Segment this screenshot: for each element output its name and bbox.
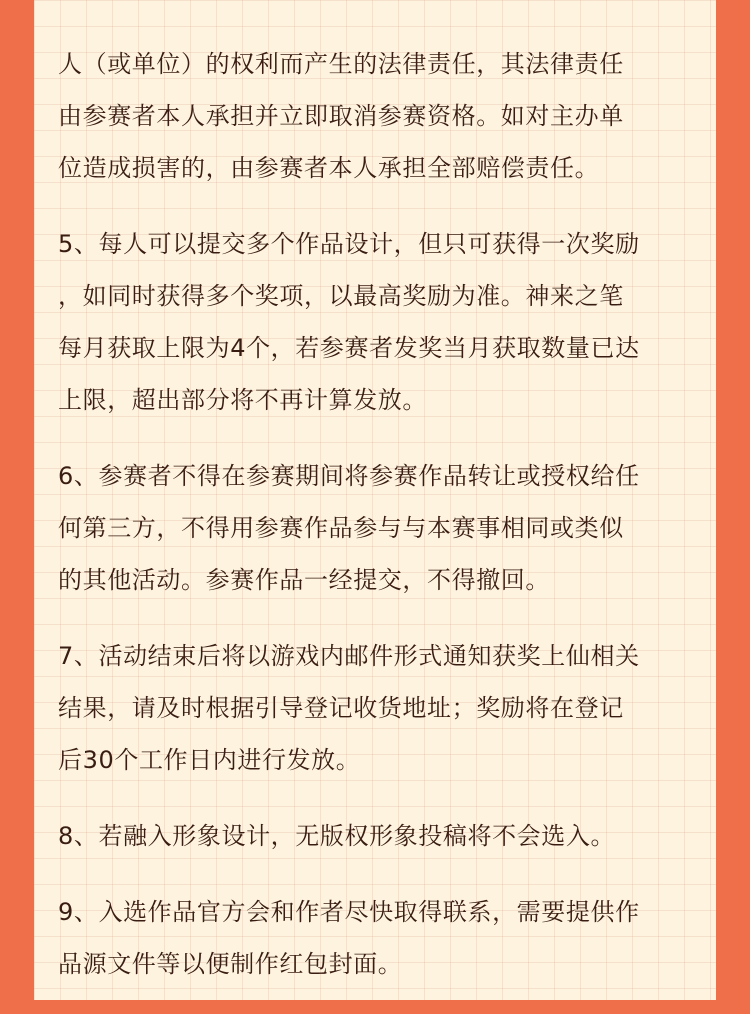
text-line: 8、若融入形象设计，无版权形象投稿将不会选入。	[58, 822, 616, 850]
rule-paragraph-7	[58, 630, 698, 786]
rule-paragraph-continued	[58, 38, 698, 194]
text-line: 的其他活动。参赛作品一经提交，不得撤回。	[58, 566, 550, 594]
text-line: 5、每人可以提交多个作品设计，但只可获得一次奖励	[58, 230, 640, 258]
rule-paragraph-6	[58, 450, 698, 606]
text-line: ，如同时获得多个奖项，以最高奖励为准。神来之笔	[58, 282, 624, 310]
text-line: 品源文件等以便制作红包封面。	[58, 950, 403, 978]
text-line: 由参赛者本人承担并立即取消参赛资格。如对主办单	[58, 102, 624, 130]
text-line: 位造成损害的，由参赛者本人承担全部赔偿责任。	[58, 154, 600, 182]
text-line: 9、入选作品官方会和作者尽快取得联系，需要提供作	[58, 898, 640, 926]
text-line: 7、活动结束后将以游戏内邮件形式通知获奖上仙相关	[58, 642, 640, 670]
notebook-paper	[34, 0, 716, 1000]
rules-text	[58, 38, 698, 1014]
text-line: 6、参赛者不得在参赛期间将参赛作品转让或授权给任	[58, 462, 640, 490]
text-line: 上限，超出部分将不再计算发放。	[58, 386, 427, 414]
text-line: 每月获取上限为4个，若参赛者发奖当月获取数量已达	[58, 334, 640, 362]
rule-paragraph-9	[58, 886, 698, 990]
text-line: 人（或单位）的权利而产生的法律责任，其法律责任	[58, 50, 624, 78]
rule-paragraph-5	[58, 218, 698, 426]
text-line: 后30个工作日内进行发放。	[58, 746, 361, 774]
rule-paragraph-8	[58, 810, 698, 862]
text-line: 何第三方，不得用参赛作品参与与本赛事相同或类似	[58, 514, 624, 542]
text-line: 结果，请及时根据引导登记收货地址；奖励将在登记	[58, 694, 624, 722]
